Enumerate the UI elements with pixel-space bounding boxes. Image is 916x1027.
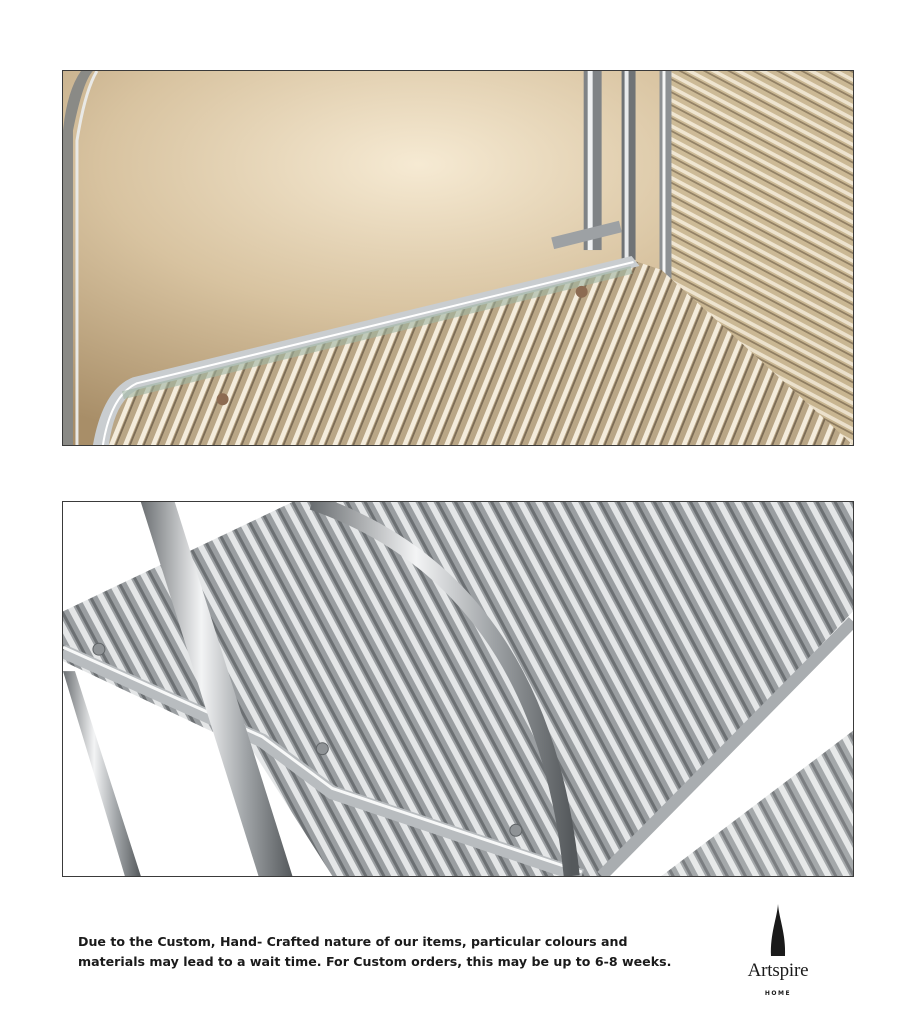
- spire-icon: [770, 904, 786, 956]
- notice-line-1: Due to the Custom, Hand- Crafted nature of our items, particular colours and: [78, 934, 628, 949]
- product-photo-bottom-image: [63, 502, 853, 876]
- lead-time-notice: [78, 932, 678, 972]
- notice-line-2: materials may lead to a wait time. For Custom orders, this may be up to 6-8 weeks.: [78, 954, 672, 969]
- brand-name: Artspire: [747, 960, 809, 981]
- brand-logo: [738, 904, 818, 1004]
- brand-subtitle: HOME: [764, 990, 792, 997]
- product-photo-top: [62, 70, 854, 446]
- product-photo-top-image: [63, 71, 853, 445]
- product-photo-bottom: [62, 501, 854, 877]
